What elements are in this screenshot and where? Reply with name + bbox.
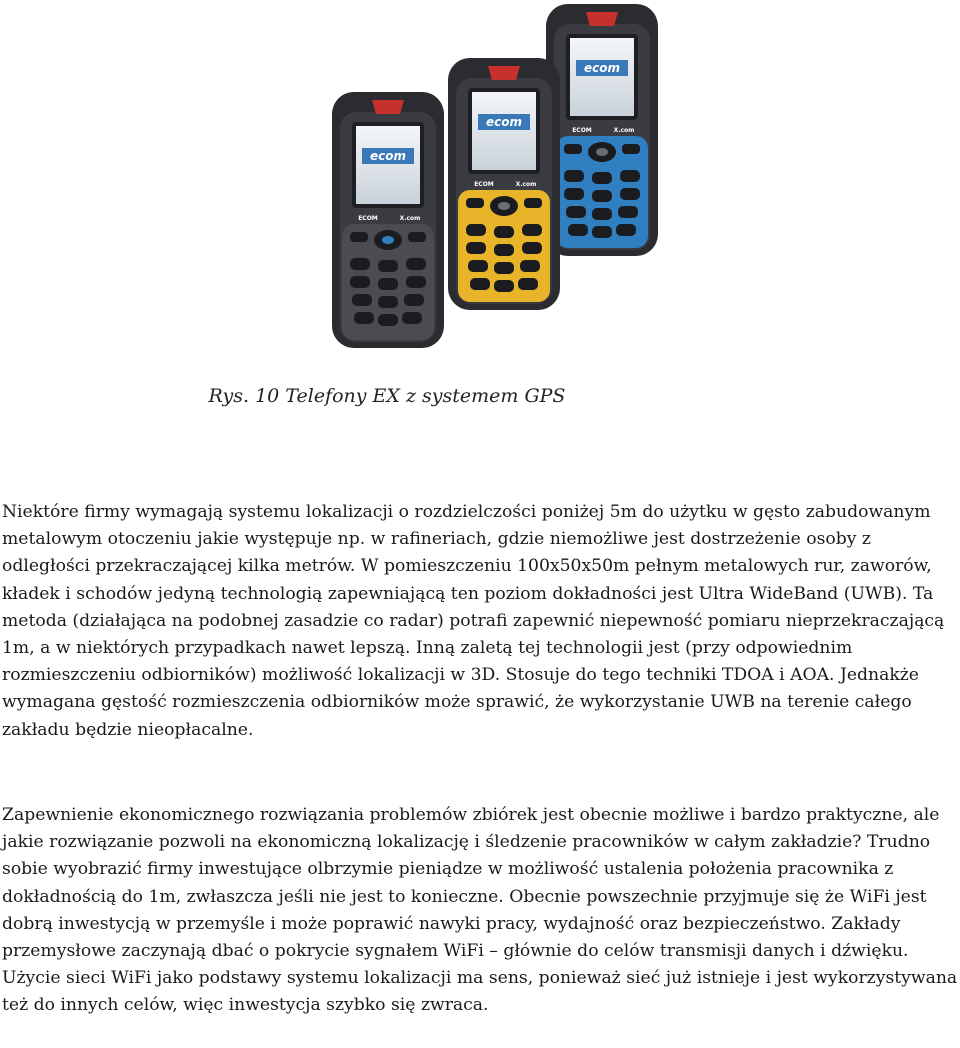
phones-illustration [310,0,670,360]
phone-accent-top [488,66,520,80]
brand-text: ECOM [358,215,378,222]
brand-text: ECOM [572,127,592,134]
screen-logo-text: ecom [370,149,406,163]
screen-logo-text: ecom [486,115,522,129]
paragraph-wifi: Zapewnienie ekonomicznego rozwiązania problemów zbiórek jest obecnie możliwe i bardzo praktyczne, ale jakie rozwiązanie pozwoli na ekonomiczną lokalizację i śledzenie pracowników w całym zakładzie? Trudno sobie wyobrazić firmy inwestujące olbrzymie pieniądze w możliwość ustalenia położenia pracownika z dokładnością do 1m, zwłaszcza jeśli nie jest to konieczne. Obecnie powszechnie przyjmuje się że WiFi jest dobrą inwestycją w przemyśle i może poprawić nawyki pracy, wydajność oraz bezpieczeństwo. Zakłady przemysłowe zaczynają dbać o pokrycie sygnałem WiFi – głównie do celów transmisji danych i dźwięku. Użycie sieci WiFi jako podstawy systemu lokalizacji ma sens, ponieważ sieć już istnieje i jest wykorzystywana też do innych celów, więc inwestycja szybko się zwraca. [2,805,958,1016]
phone-yellow [448,58,560,310]
phone-blue [546,4,658,256]
screen-logo-text: ecom [584,61,620,75]
phone-accent-top [586,12,618,26]
brand-text: ECOM [474,181,494,188]
figure-caption: Rys. 10 Telefony EX z systemem GPS [208,385,566,407]
phone-dark [332,92,444,348]
paragraph-uwb: Niektóre firmy wymagają systemu lokalizacji o rozdzielczości poniżej 5m do użytku w gęsto zabudowanym metalowym otoczeniu jakie występuje np. w rafineriach, gdzie niemożliwe jest dostrzeżenie osoby z odległości przekraczającej kilka metrów. W pomieszczeniu 100x50x50m pełnym metalowych rur, zaworów, kładek i schodów jedyną technologią zapewniającą ten poziom dokładności jest Ultra WideBand (UWB). Ta metoda (działająca na podobnej zasadzie co radar) potrafi zapewnić niepewność pomiaru nieprzekraczającą 1m, a w niektórych przypadkach nawet lepszą. Inną zaletą tej technologii jest (przy odpowiednim rozmieszczeniu odbiorników) możliwość lokalizacji w 3D. Stosuje do tego techniki TDOA i AOA. Jednakże wymagana gęstość rozmieszczenia odbiorników może sprawić, że wykorzystanie UWB na terenie całego zakładu będzie nieopłacalne. [2,502,945,740]
phones-figure [310,0,670,360]
phone-accent-top [372,100,404,114]
model-text: X.com [613,127,635,134]
model-text: X.com [399,215,421,222]
model-text: X.com [515,181,537,188]
